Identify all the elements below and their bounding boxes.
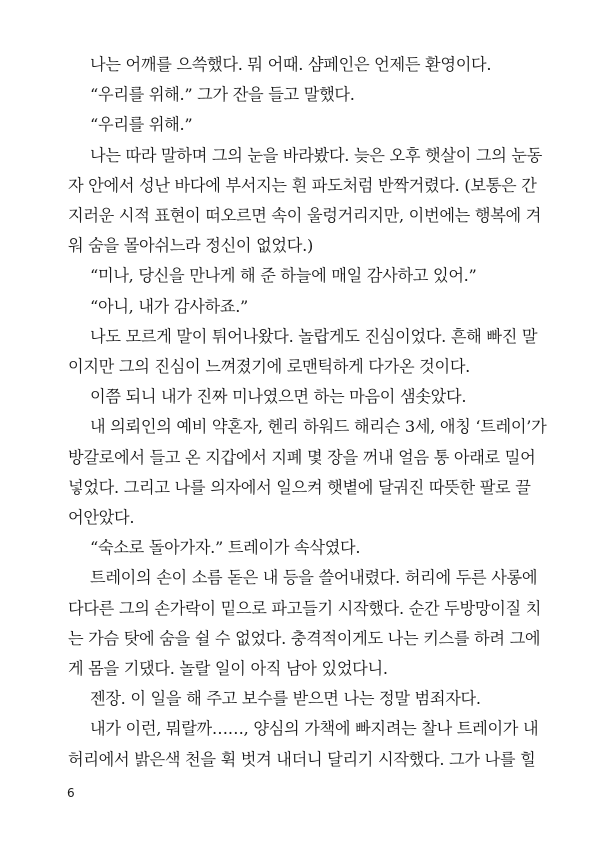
body-text [68,50,546,775]
text-line: 나는 따라 말하며 그의 눈을 바라봤다. 늦은 오후 햇살이 그의 눈동 [90,145,543,165]
paragraph [68,141,546,262]
paragraph [68,412,546,533]
text-line: 나는 어깨를 으쓱했다. 뭐 어때. 샴페인은 언제든 환영이다. [90,55,492,74]
page-number: 6 [67,786,75,800]
text-line: “미나, 당신을 만나게 해 준 하늘에 매일 감사하고 있어.” [90,266,477,286]
paragraph [68,292,546,322]
text-line: 자 안에서 성난 바다에 부서지는 흰 파도처럼 반짝거렸다. (보통은 간 [68,175,537,195]
text-line: 내 의뢰인의 예비 약혼자, 헨리 하워드 해리슨 3세, 애칭 ‘트레이’가 [90,417,547,437]
text-line: 다다른 그의 손가락이 밑으로 파고들기 시작했다. 순간 두방망이질 치 [68,598,542,618]
text-line: 지러운 시적 표현이 떠오르면 속이 울렁거리지만, 이번에는 행복에 겨 [68,206,542,226]
paragraph [68,382,546,412]
text-line: 는 가슴 탓에 숨을 쉴 수 없었다. 충격적이게도 나는 키스를 하려 그에 [68,628,541,648]
text-line: 게 몸을 기댔다. 놀랄 일이 아직 남아 있었다니. [68,659,388,679]
paragraph [68,261,546,291]
text-line: 방갈로에서 들고 온 지갑에서 지폐 몇 장을 꺼내 얼음 통 아래로 밀어 [68,447,536,467]
paragraph [68,714,546,774]
text-line: 이쯤 되니 내가 진짜 미나였으면 하는 마음이 샘솟았다. [90,387,467,407]
paragraph [68,50,546,80]
text-line: “아니, 내가 감사하죠.” [90,296,249,316]
paragraph [68,322,546,382]
paragraph [68,533,546,563]
text-line: 젠장. 이 일을 해 주고 보수를 받으면 나는 정말 범죄자다. [90,689,481,709]
paragraph [68,563,546,684]
text-line: 워 숨을 몰아쉬느라 정신이 없었다.) [68,236,313,256]
text-line: 내가 이런, 뭐랄까……, 양심의 가책에 빠지려는 찰나 트레이가 내 [90,719,539,739]
text-line: 넣었다. 그리고 나를 의자에서 일으켜 햇볕에 달궈진 따뜻한 팔로 끌 [68,477,531,497]
text-line: 트레이의 손이 소름 돋은 내 등을 쓸어내렸다. 허리에 두른 사롱에 [90,568,538,588]
text-line: “숙소로 돌아가자.” 트레이가 속삭였다. [90,538,361,558]
paragraph [68,684,546,714]
text-line: 허리에서 밝은색 천을 휙 벗겨 내더니 달리기 시작했다. 그가 나를 힐 [68,749,536,769]
paragraph [68,110,546,140]
paragraph [68,80,546,110]
text-line: 이지만 그의 진심이 느껴졌기에 로맨틱하게 다가온 것이다. [68,357,471,377]
text-line: 나도 모르게 말이 튀어나왔다. 놀랍게도 진심이었다. 흔해 빠진 말 [90,326,538,346]
text-line: 어안았다. [68,508,135,528]
text-line: “우리를 위해.” 그가 잔을 들고 말했다. [90,85,355,105]
text-line: “우리를 위해.” [90,115,193,135]
